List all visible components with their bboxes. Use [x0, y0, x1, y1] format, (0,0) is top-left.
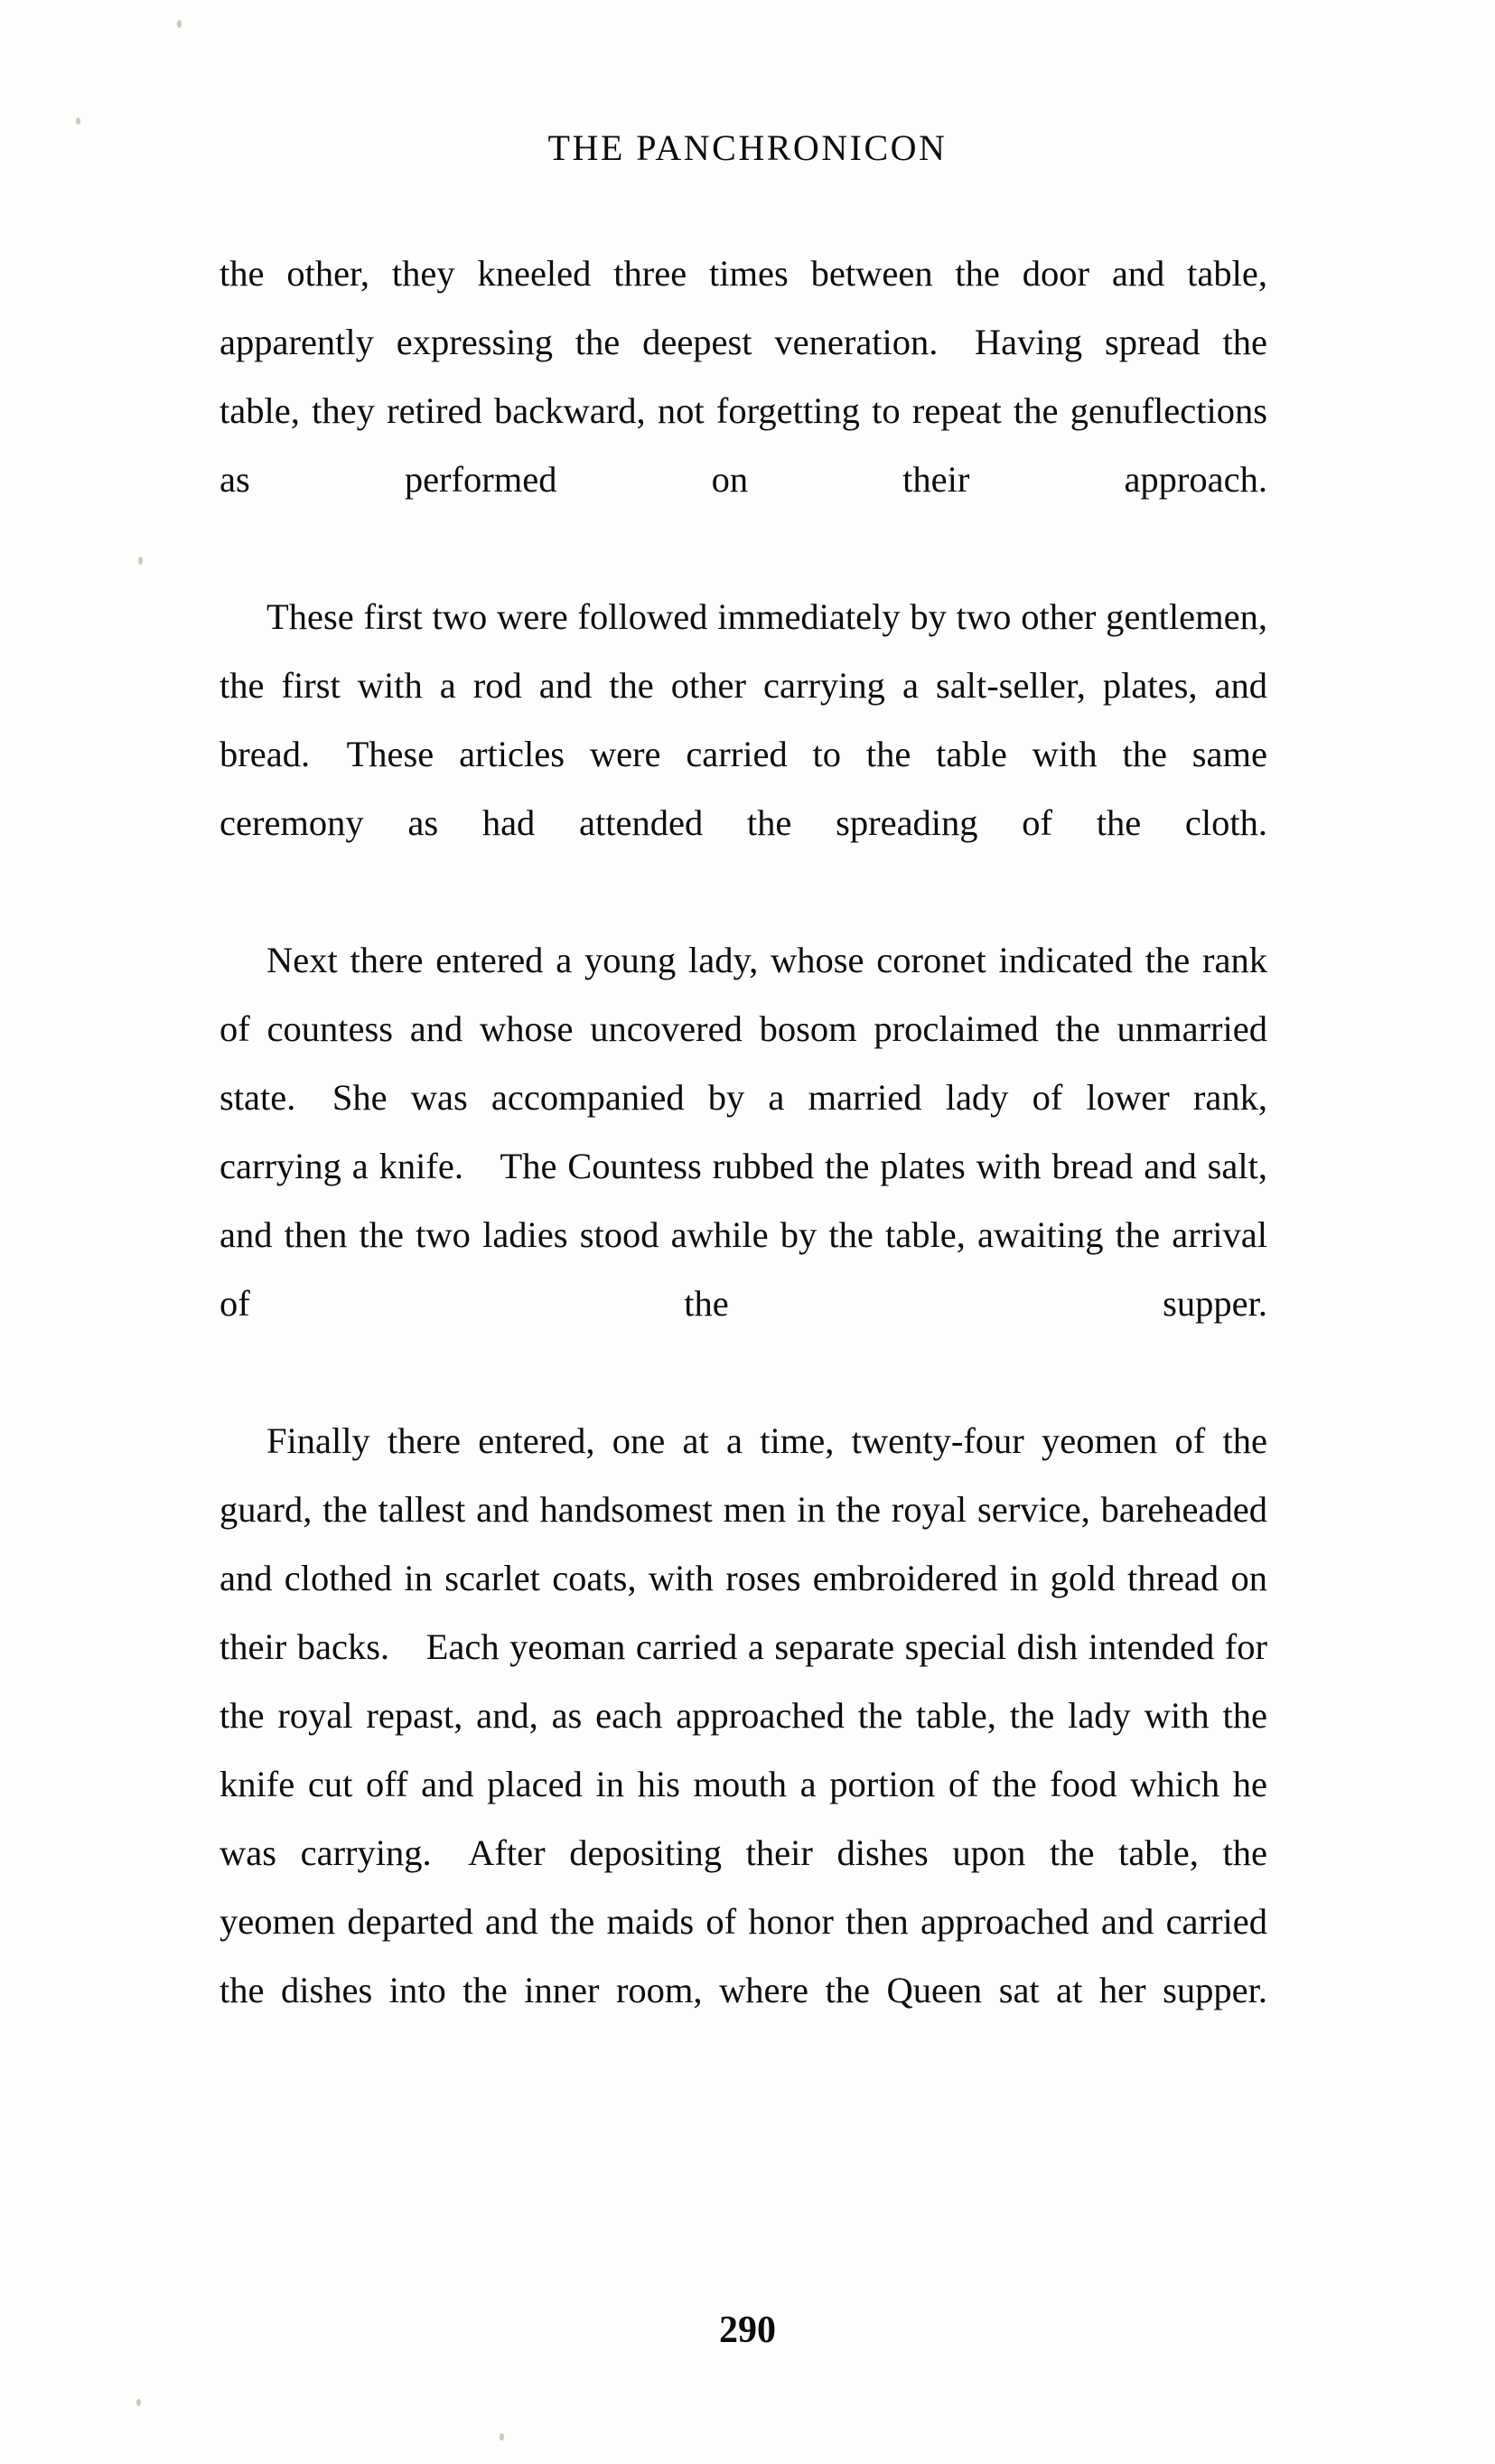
- page-running-head: THE PANCHRONICON: [547, 127, 948, 168]
- paper-speck: [76, 117, 80, 125]
- paragraph: Finally there entered, one at a time, twenty-four yeomen of the guard, the tallest and handsomest men in the royal service, bareheaded and clothed in scarlet coats, with roses embroidered in gold thread on their backs. Each yeoman carried a separate special dish intended for the royal repast, and, as each approached the table, the lady with the knife cut off and placed in his mouth a portion of the food which he was carrying. After depositing their dishes upon the table, the yeomen departed and the maids of honor then approached and carried the dishes into the inner room, where the Queen sat at her supper.: [220, 1420, 1267, 2010]
- page-number: 290: [719, 2309, 776, 2351]
- paper-speck: [177, 20, 182, 28]
- paragraph: These first two were followed immediately by two other gentlemen, the first with a rod and the other carrying a salt-seller, plates, and bread. These articles were carried to the table with the same ceremony as had attended the spreading of the cloth.: [220, 596, 1267, 843]
- paper-speck: [136, 2399, 141, 2406]
- paper-speck: [138, 557, 143, 565]
- paragraph: Next there entered a young lady, whose coronet indicated the rank of countess and whose uncovered bosom proclaimed the unmarried state. She was accompanied by a married lady of lower rank, carrying a knife. The Countess rubbed the plates with bread and salt, and then the two ladies stood awhile by the table, awaiting the arrival of the supper.: [220, 940, 1267, 1324]
- page-textblock: [220, 239, 1267, 2094]
- paragraph: the other, they kneeled three times between the door and table, apparently expressing the deepest veneration. Having spread the table, they retired backward, not forgetting to repeat the genuflections as performed on their approach.: [220, 253, 1267, 500]
- paper-speck: [500, 2433, 504, 2441]
